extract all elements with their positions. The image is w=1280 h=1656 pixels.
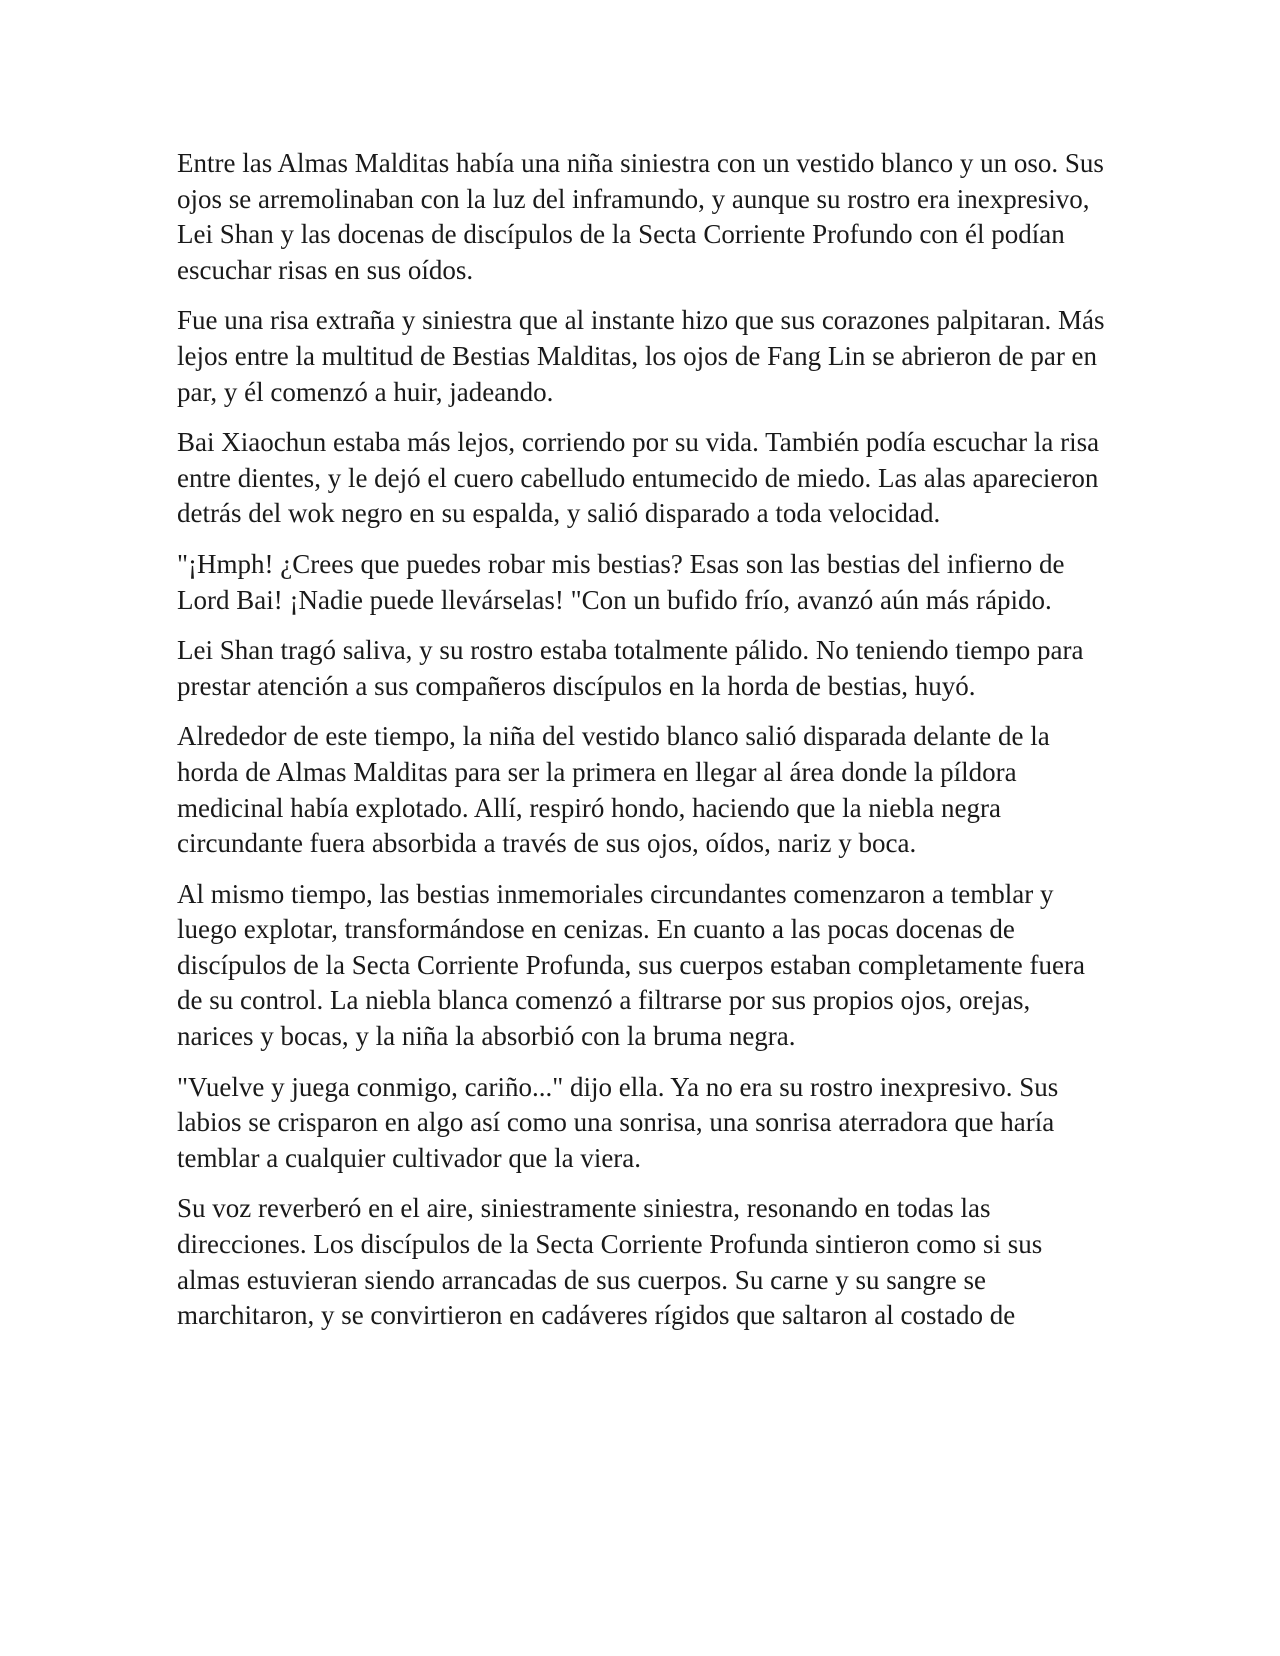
paragraph-1: Entre las Almas Malditas había una niña siniestra con un vestido blanco y un oso. Sus ojos se arremolinaban con la luz del inframundo, y aunque su rostro era inexpresivo, Lei Shan y las docenas de discípulos de la Secta Corriente Profundo con él podían escuchar risas en sus oídos. [177, 148, 1104, 285]
paragraph-4: "¡Hmph! ¿Crees que puedes robar mis bestias? Esas son las bestias del infierno de Lord Bai! ¡Nadie puede llevárselas! "Con un bufido frío, avanzó aún más rápido. [177, 548, 1065, 615]
paragraph-5: Lei Shan tragó saliva, y su rostro estaba totalmente pálido. No teniendo tiempo para prestar atención a sus compañeros discípulos en la horda de bestias, huyó. [177, 635, 1084, 701]
paragraph-9: Su voz reverberó en el aire, siniestramente siniestra, resonando en todas las direcciones. Los discípulos de la Secta Corriente Profunda sintieron como si sus almas estuvieran siendo arrancadas de sus cuerpos. Su carne y su sangre se marchitaron, y se convirtieron en cadáveres rígidos que saltaron al costado de [177, 1193, 1043, 1331]
paragraph-6: Alrededor de este tiempo, la niña del vestido blanco salió disparada delante de la horda de Almas Malditas para ser la primera en llegar al área donde la píldora medicinal había explotado. Allí, respiró hondo, haciendo que la niebla negra circundante fuera absorbida a través de sus ojos, oídos, nariz y boca. [177, 721, 1050, 859]
paragraph-3: Bai Xiaochun estaba más lejos, corriendo por su vida. También podía escuchar la risa entre dientes, y le dejó el cuero cabelludo entumecido de miedo. Las alas aparecieron detrás del wok negro en su espalda, y salió disparado a toda velocidad. [177, 427, 1100, 529]
paragraph-2: Fue una risa extraña y siniestra que al instante hizo que sus corazones palpitaran. Más lejos entre la multitud de Bestias Malditas, los ojos de Fang Lin se abrieron de par en par, y él comenzó a huir, jadeando. [177, 305, 1105, 407]
paragraph-7: Al mismo tiempo, las bestias inmemoriales circundantes comenzaron a temblar y luego explotar, transformándose en cenizas. En cuanto a las pocas docenas de discípulos de la Secta Corriente Profunda, sus cuerpos estaban completamente fuera de su control. La niebla blanca comenzó a filtrarse por sus propios ojos, orejas, narices y bocas, y la niña la absorbió con la bruma negra. [177, 878, 1085, 1052]
paragraph-8: "Vuelve y juega conmigo, cariño..." dijo ella. Ya no era su rostro inexpresivo. Sus labios se crisparon en algo así como una sonrisa, una sonrisa aterradora que haría temblar a cualquier cultivador que la viera. [177, 1071, 1059, 1173]
document-body [177, 146, 1107, 1349]
